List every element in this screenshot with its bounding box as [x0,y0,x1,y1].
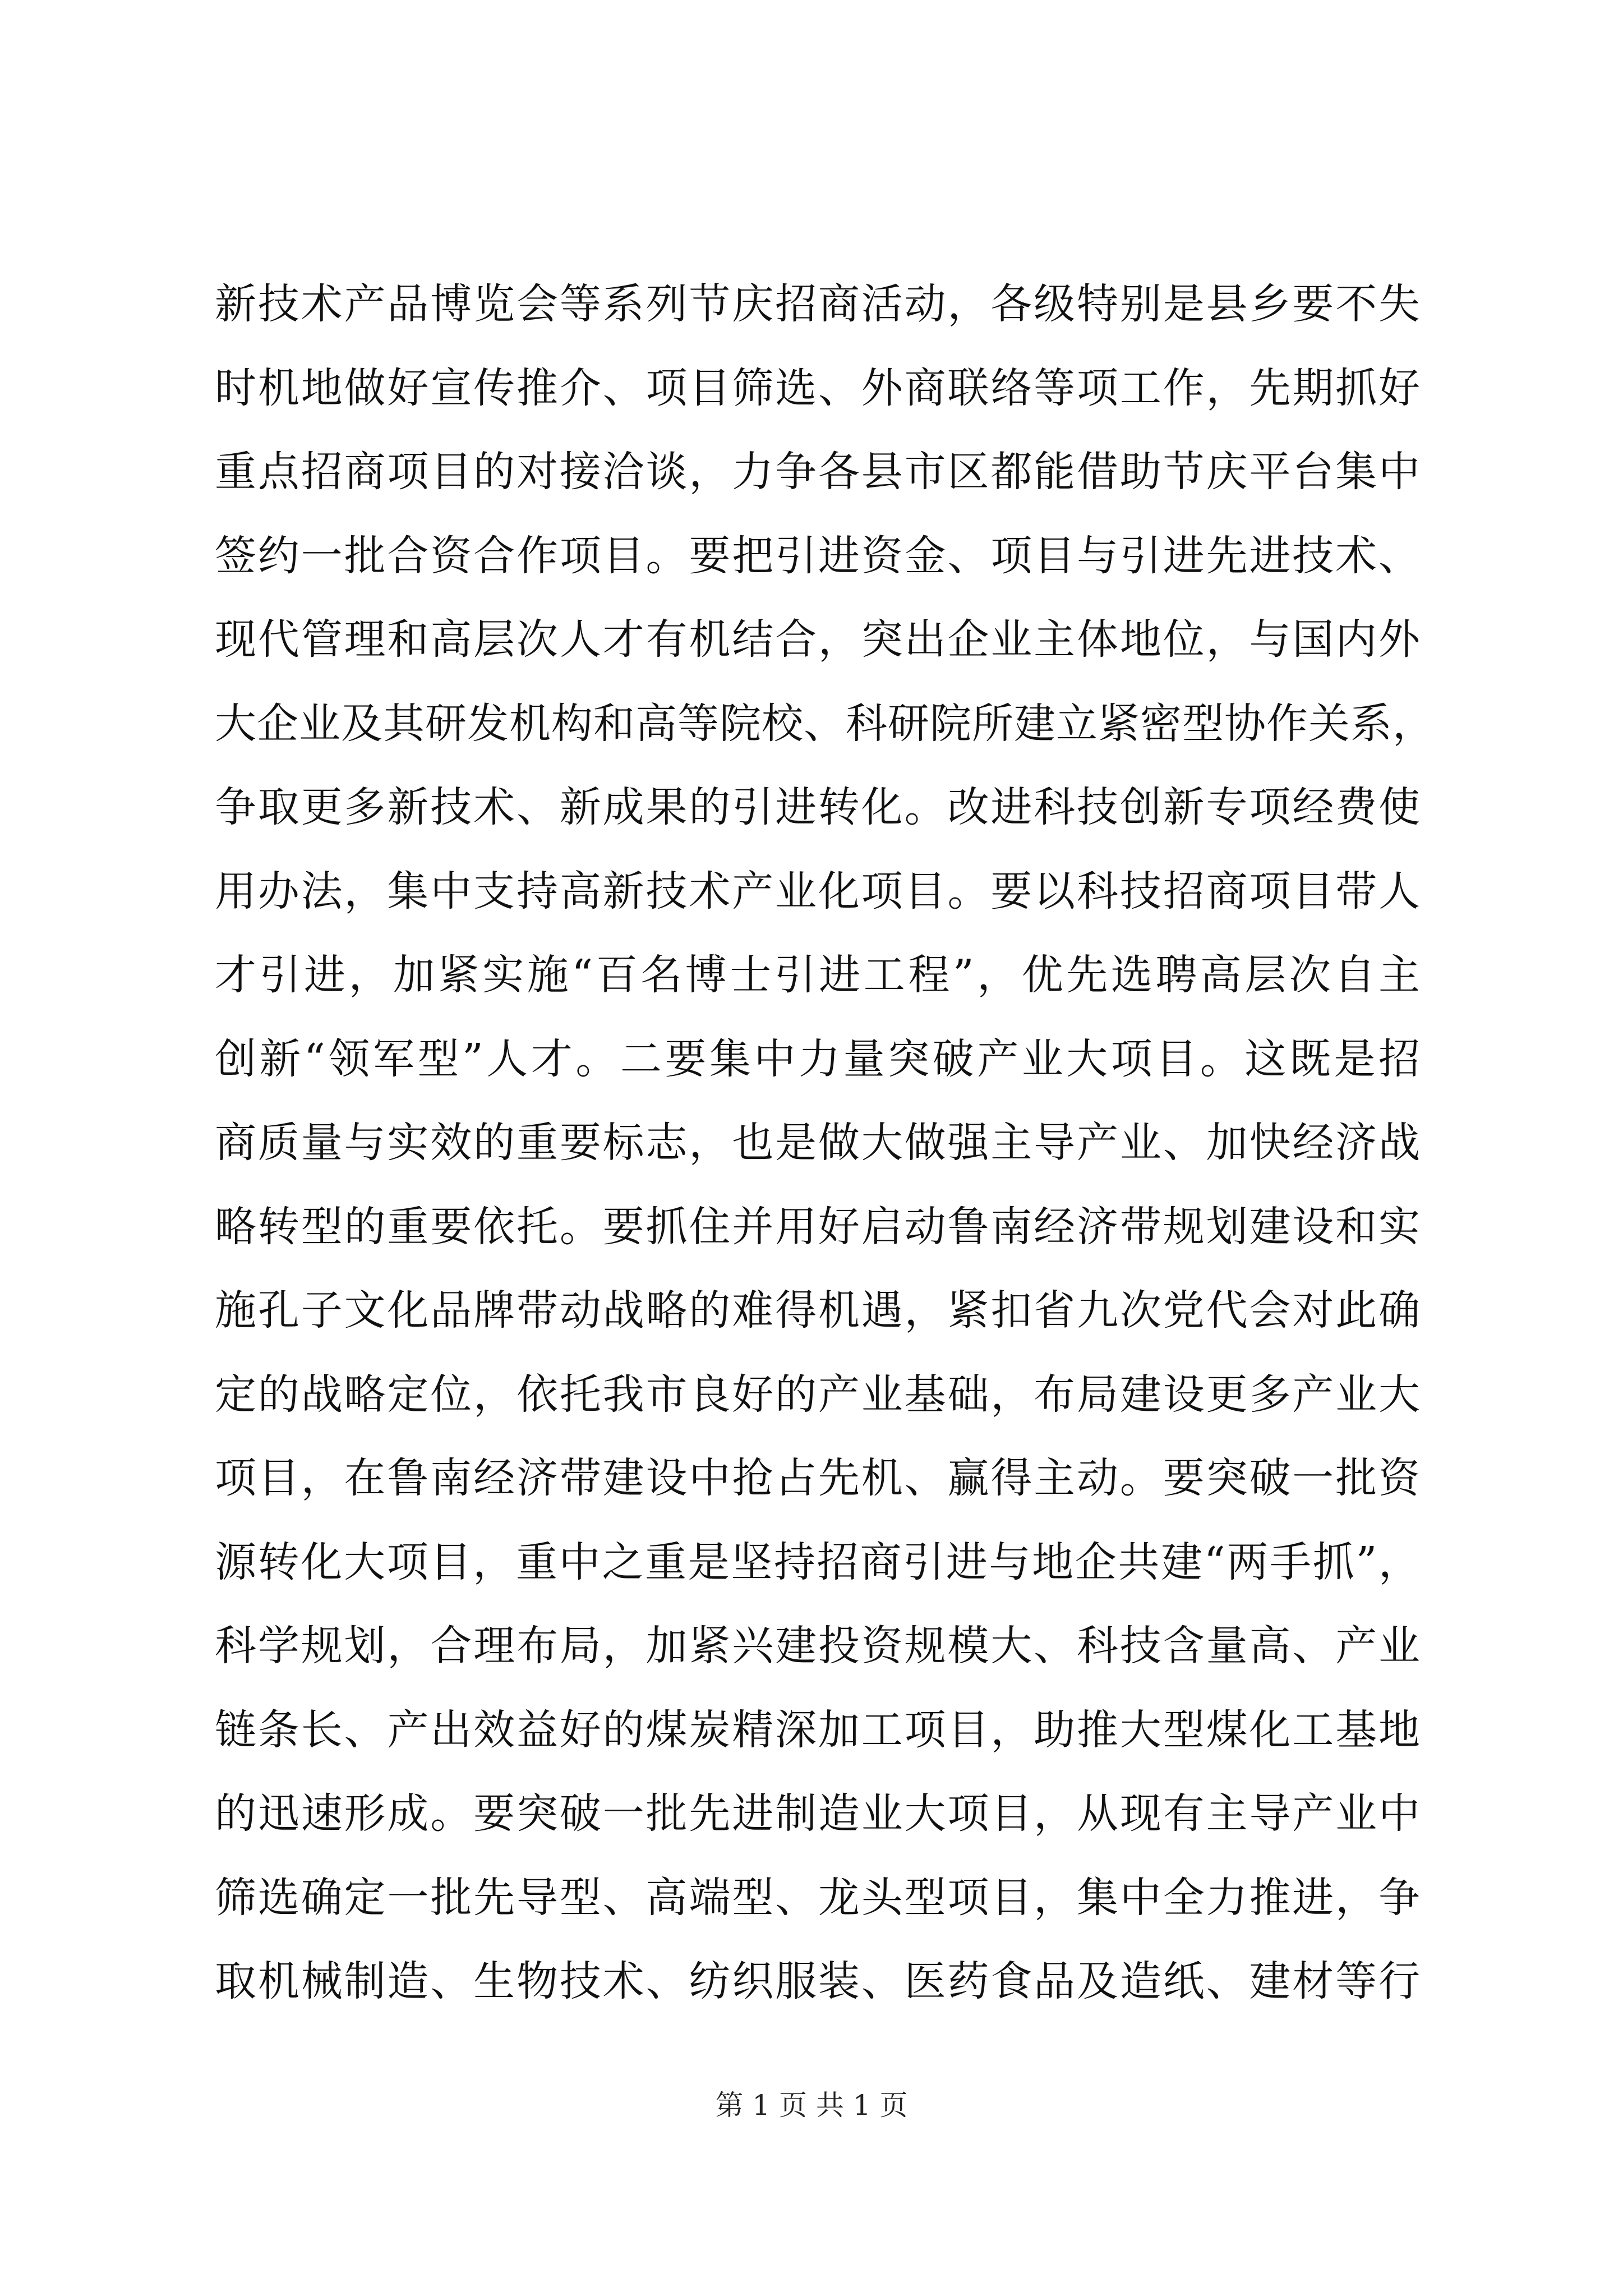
text-line: 筛选确定一批先导型、高端型、龙头型项目，集中全力推进，争 [215,1873,1421,1922]
text-line: 商质量与实效的重要标志，也是做大做强主导产业、加快经济战 [215,1119,1421,1167]
body-paragraph [215,263,1435,2024]
text-line: 项目，在鲁南经济带建设中抢占先机、赢得主动。要突破一批资 [215,1454,1421,1502]
text-line: 科学规划，合理布局，加紧兴建投资规模大、科技含量高、产业 [215,1622,1421,1670]
text-line: 施孔子文化品牌带动战略的难得机遇，紧扣省九次党代会对此确 [215,1286,1421,1335]
text-line: 重点招商项目的对接洽谈，力争各县市区都能借助节庆平台集中 [215,448,1421,496]
text-line: 时机地做好宣传推介、项目筛选、外商联络等项工作，先期抓好 [215,364,1421,412]
text-line: 才引进，加紧实施“百名博士引进工程”，优先选聘高层次自主 [215,951,1421,999]
text-line: 争取更多新技术、新成果的引进转化。改进科技创新专项经费使 [215,783,1421,831]
text-line: 现代管理和高层次人才有机结合，突出企业主体地位，与国内外 [215,615,1421,664]
text-line: 签约一批合资合作项目。要把引进资金、项目与引进先进技术、 [215,531,1421,580]
text-line: 定的战略定位，依托我市良好的产业基础，布局建设更多产业大 [215,1370,1421,1419]
text-line: 新技术产品博览会等系列节庆招商活动，各级特别是县乡要不失 [215,280,1421,328]
page-number-footer: 第 1 页 共 1 页 [715,2089,908,2122]
text-line: 略转型的重要依托。要抓住并用好启动鲁南经济带规划建设和实 [215,1202,1421,1251]
text-line: 大企业及其研发机构和高等院校、科研院所建立紧密型协作关系， [215,699,1435,748]
text-line: 创新“领军型”人才。二要集中力量突破产业大项目。这既是招 [215,1034,1421,1083]
text-line: 链条长、产出效益好的煤炭精深加工项目，助推大型煤化工基地 [215,1705,1421,1754]
text-line: 源转化大项目，重中之重是坚持招商引进与地企共建“两手抓”， [215,1538,1421,1586]
text-line: 用办法，集中支持高新技术产业化项目。要以科技招商项目带人 [215,867,1421,915]
text-line: 的迅速形成。要突破一批先进制造业大项目，从现有主导产业中 [215,1789,1421,1838]
text-line: 取机械制造、生物技术、纺织服装、医药食品及造纸、建材等行 [215,1957,1421,2005]
